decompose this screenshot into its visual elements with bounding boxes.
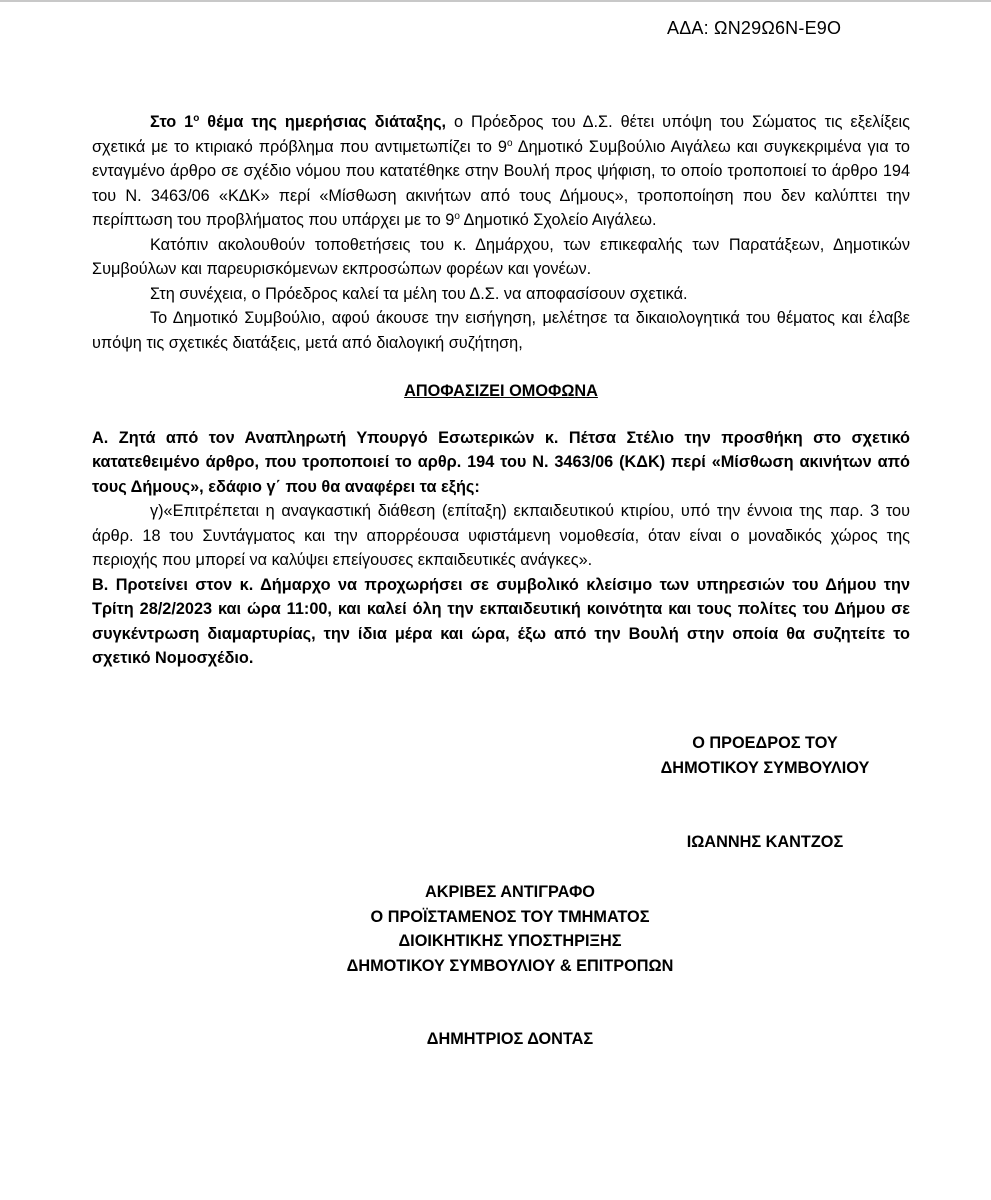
- topic-label: [150, 113, 446, 131]
- clerk-name: ΔΗΜΗΤΡΙΟΣ ΔΟΝΤΑΣ: [426, 1030, 594, 1048]
- paragraph-topic-sup2: ο: [507, 137, 513, 149]
- president-title-line1: Ο ΠΡΟΕΔΡΟΣ ΤΟΥ: [692, 734, 838, 752]
- true-copy-line1: ΑΚΡΙΒΕΣ ΑΝΤΙΓΡΑΦΟ: [425, 883, 595, 901]
- paragraph-topic-sup3: ο: [454, 211, 460, 222]
- true-copy-line4: ΔΗΜΟΤΙΚΟΥ ΣΥΜΒΟΥΛΙΟΥ & ΕΠΙΤΡΟΠΩΝ: [346, 956, 674, 975]
- decision-item-a: Α. Ζητά από τον Αναπληρωτή Υπουργό Εσωτερικών κ. Πέτσα Στέλιο την προσθήκη στο σχετικό κατατεθειμένο άρθρο, που τροποποιεί το αρθρ. 194 του Ν. 3463/06 (ΚΔΚ) περί «Μίσθωση ακινήτων από τους Δήμους», εδάφιο γ΄ που θα αναφέρει τα εξής:: [92, 428, 910, 496]
- paragraph-topic-text-a: ο Πρόεδρος του Δ.Σ. θέτει υπόψη του Σώματος τις εξελίξεις σχετικά με το κτιριακό πρόβλημα που αντιμετωπίζει το 9: [92, 113, 910, 156]
- topic-label-sup: ο: [193, 113, 200, 124]
- paragraph-call-to-decide: Στη συνέχεια, ο Πρόεδρος καλεί τα μέλη του Δ.Σ. να αποφασίσουν σχετικά.: [150, 284, 688, 303]
- true-copy-line3: ΔΙΟΙΚΗΤΙΚΗΣ ΥΠΟΣΤΗΡΙΞΗΣ: [398, 932, 622, 950]
- paragraph-topic-intro: [92, 110, 910, 233]
- president-signature-title: [600, 731, 930, 780]
- ada-code: ΑΔΑ: ΩΝ29Ω6Ν-Ε9Ο: [667, 18, 842, 38]
- president-title-line2: ΔΗΜΟΤΙΚΟΥ ΣΥΜΒΟΥΛΙΟΥ: [660, 758, 870, 777]
- true-copy-line2: Ο ΠΡΟΪΣΤΑΜΕΝΟΣ ΤΟΥ ΤΜΗΜΑΤΟΣ: [370, 907, 650, 926]
- true-copy-block: [245, 880, 775, 978]
- decision-heading: ΑΠΟΦΑΣΙΖΕΙ ΟΜΟΦΩΝΑ: [404, 382, 598, 400]
- paragraph-council-consideration: Το Δημοτικό Συμβούλιο, αφού άκουσε την εισήγηση, μελέτησε τα δικαιολογητικά του θέματος και έλαβε υπόψη τις σχετικές διατάξεις, μετά από διαλογική συζήτηση,: [92, 309, 910, 352]
- page-top-border: [0, 0, 991, 2]
- president-name: ΙΩΑΝΝΗΣ ΚΑΝΤΖΟΣ: [686, 833, 844, 851]
- paragraph-positions: Κατόπιν ακολουθούν τοποθετήσεις του κ. Δημάρχου, των επικεφαλής των Παρατάξεων, Δημοτικών Συμβούλων και παρευρισκόμενων εκπροσώπων φορέων και γονέων.: [92, 235, 910, 278]
- topic-label-rest: θέμα της ημερήσιας διάταξης,: [199, 113, 447, 131]
- topic-label-prefix: Στο 1: [150, 113, 194, 131]
- paragraph-topic-text-c: Δημοτικό Σχολείο Αιγάλεω.: [459, 211, 657, 229]
- paragraph-topic-text-b: Δημοτικό Συμβούλιο Αιγάλεω και συγκεκριμένα για το ενταγμένο άρθρο σε σχέδιο νόμου που κατατέθηκε στην Βουλή προς ψήφιση, το οποίο τροποποιεί το άρθρο 194 του Ν. 3463/06 «ΚΔΚ» περί «Μίσθωση ακινήτων από τους Δήμους», τροποποίηση που δεν καλύπτει την περίπτωση του προβλήματος που υπάρχει με το 9: [92, 137, 910, 229]
- document-body: [92, 110, 910, 671]
- decision-item-b: Β. Προτείνει στον κ. Δήμαρχο να προχωρήσει σε συμβολικό κλείσιμο των υπηρεσιών του Δήμου την Τρίτη 28/2/2023 και ώρα 11:00, και καλεί όλη την εκπαιδευτική κοινότητα και τους πολίτες του Δήμου σε συγκέντρωση διαμαρτυρίας, την ίδια μέρα και ώρα, έξω από την Βουλή στην οποία θα συζητείτε το σχετικό Νομοσχέδιο.: [92, 575, 910, 667]
- decision-item-a-quote: γ)«Επιτρέπεται η αναγκαστική διάθεση (επίταξη) εκπαιδευτικού κτιρίου, υπό την έννοια της παρ. 3 του άρθρ. 18 του Συντάγματος και την απορρέουσα υφιστάμενη νομοθεσία, όταν είναι ο μοναδικός χώρος της περιοχής που μπορεί να καλύψει επείγουσες εκπαιδευτικές ανάγκες».: [92, 502, 910, 569]
